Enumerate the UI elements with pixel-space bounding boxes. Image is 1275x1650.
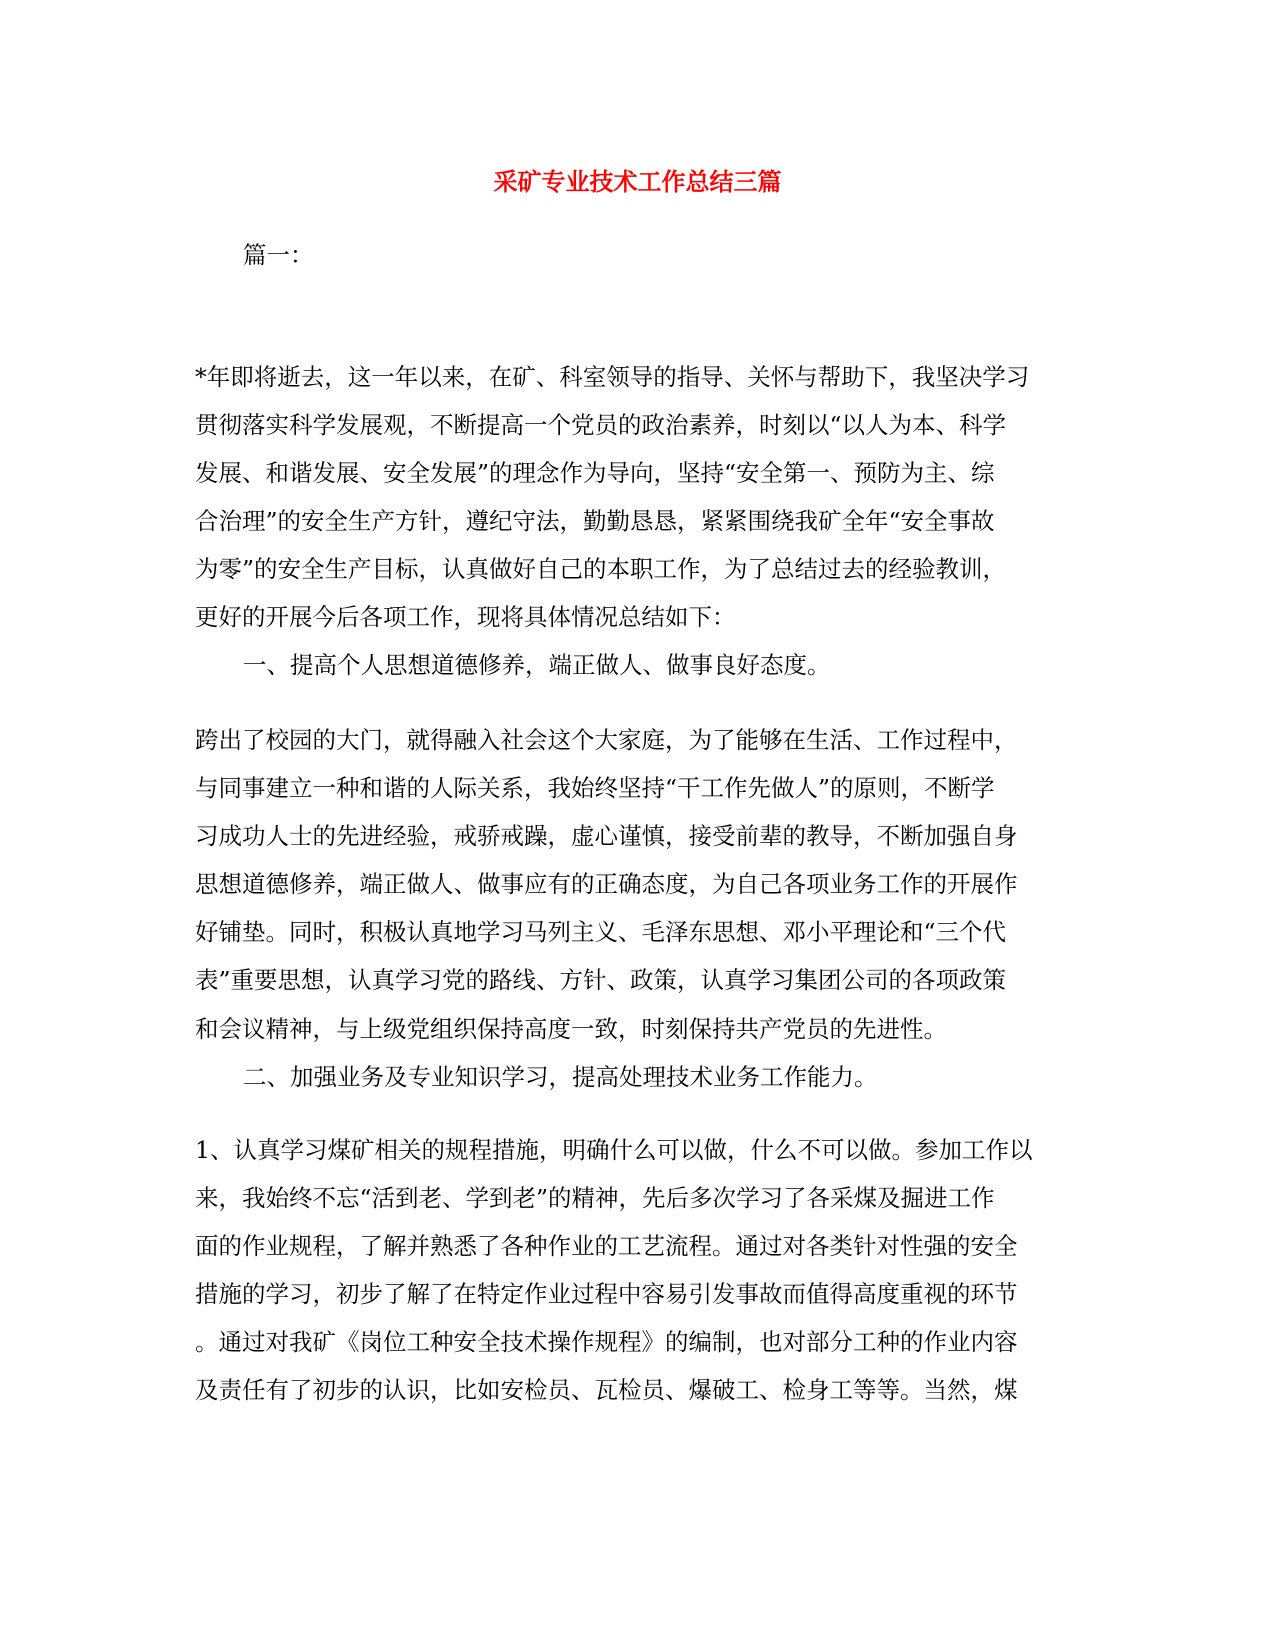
intro-paragraph: *年即将逝去，这一年以来，在矿、科室领导的指导、关怀与帮助下，我坚决学习 贯彻落实科学发展观，不断提高一个党员的政治素养，时刻以“以人为本、科学 发展、和谐发展、安全发展”的理念作为导向，坚持“安全第一、预防为主、综 合治理”的安全生产方针，遵纪守法，勤勤恳恳，紧紧围绕我矿全年“安全事故 为零”的安全生产目标，认真做好自己的本职工作，为了总结过去的经验教训， 更好的开展今后各项工作，现将具体情况总结如下： — [195, 363, 1030, 632]
paragraph-one: 跨出了校园的大门，就得融入社会这个大家庭，为了能够在生活、工作过程中， 与同事建立一种和谐的人际关系，我始终坚持“干工作先做人”的原则，不断学 习成功人士的先进经验，戒骄戒躁，虚心谨慎，接受前辈的教导，不断加强自身 思想道德修养，端正做人、做事应有的正确态度，为自己各项业务工作的开展作 好铺垫。同时，积极认真地学习马列主义、毛泽东思想、邓小平理论和“三个代 表”重要思想，认真学习党的路线、方针、政策，认真学习集团公司的各项政策 和会议精神，与上级党组织保持高度一致，时刻保持共产党员的先进性。 — [195, 726, 1018, 1043]
paragraph-two: 1、认真学习煤矿相关的规程措施，明确什么可以做，什么不可以做。参加工作以 来，我始终不忘“活到老、学到老”的精神，先后多次学习了各采煤及掘进工作 面的作业规程，了解并熟悉了各种作业的工艺流程。通过对各类针对性强的安全 措施的学习，初步了解了在特定作业过程中容易引发事故而值得高度重视的环节 。通过对我矿《岗位工种安全技术操作规程》的编制，也对部分工种的作业内容 及责任有了初步的认识，比如安检员、瓦检员、爆破工、检身工等等。当然，煤 — [195, 1136, 1033, 1405]
heading-one: 一、提高个人思想道德修养，端正做人、做事良好态度。 — [243, 651, 831, 679]
heading-two: 二、加强业务及专业知识学习，提高处理技术业务工作能力。 — [243, 1063, 878, 1091]
document-title: 采矿专业技术工作总结三篇 — [493, 167, 782, 196]
section-label: 篇一： — [243, 241, 314, 269]
